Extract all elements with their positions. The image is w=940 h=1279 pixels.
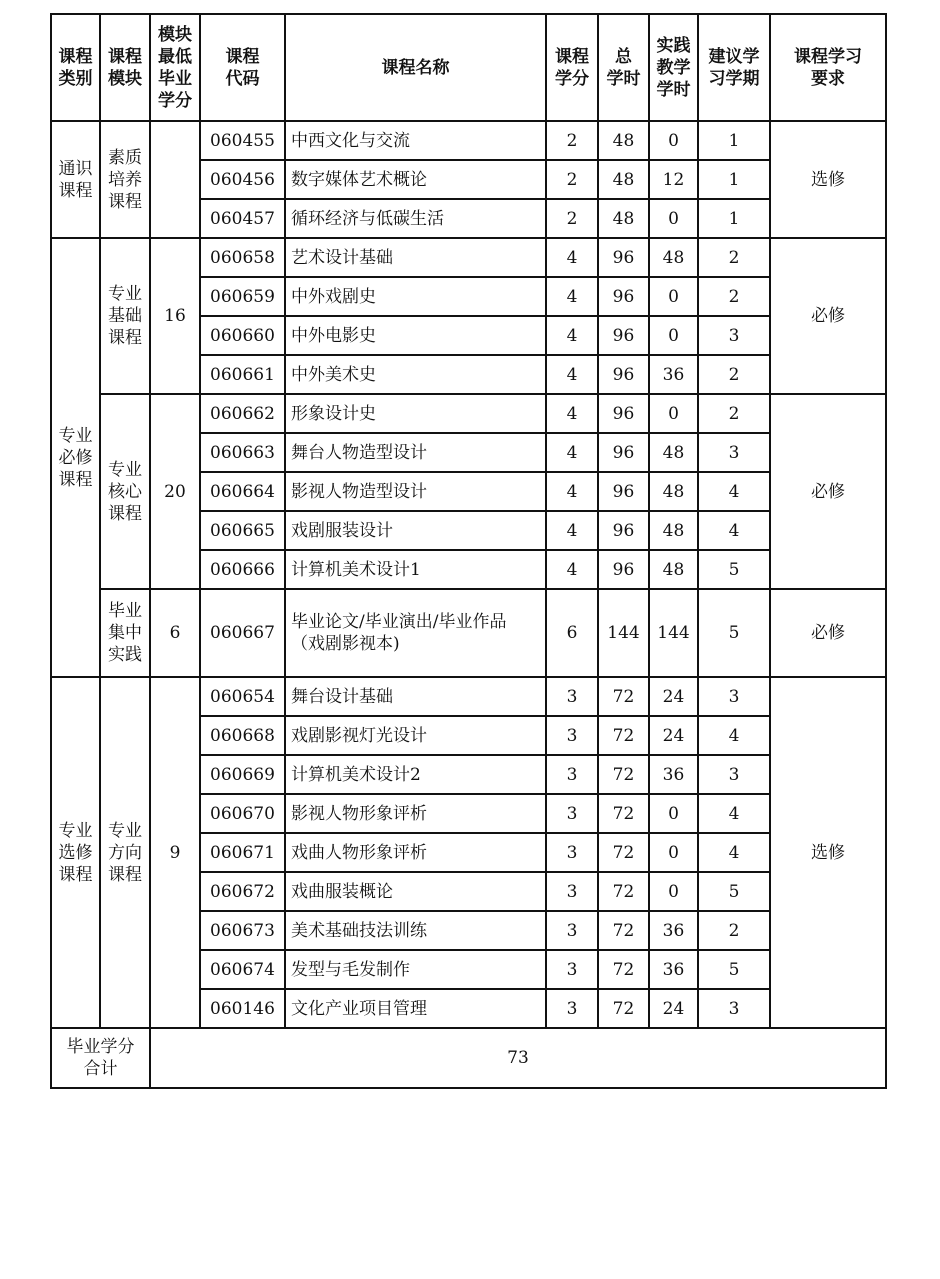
- name-cell: 中外戏剧史: [285, 277, 546, 316]
- min-credits-cell-elective: 9: [150, 677, 200, 1028]
- credits-cell: 2: [546, 121, 598, 160]
- term-cell: 2: [698, 277, 770, 316]
- term-cell: 2: [698, 238, 770, 277]
- header-category: 课程类别: [51, 14, 100, 121]
- credits-cell: 4: [546, 433, 598, 472]
- name-cell: 形象设计史: [285, 394, 546, 433]
- name-cell: 舞台人物造型设计: [285, 433, 546, 472]
- credits-cell: 3: [546, 677, 598, 716]
- term-cell: 3: [698, 755, 770, 794]
- name-cell: [285, 589, 546, 677]
- code-cell: 060667: [200, 589, 285, 677]
- name-cell: 戏剧影视灯光设计: [285, 716, 546, 755]
- category-cell-general: 通识课程: [51, 121, 100, 238]
- practice-cell: 48: [649, 550, 698, 589]
- credits-cell: 3: [546, 989, 598, 1028]
- category-cell-required: 专业必修课程: [51, 238, 100, 677]
- code-cell: 060660: [200, 316, 285, 355]
- code-cell: 060663: [200, 433, 285, 472]
- credits-cell: 3: [546, 833, 598, 872]
- practice-cell: 24: [649, 677, 698, 716]
- credits-cell: 4: [546, 550, 598, 589]
- module-cell-general: 素质培养课程: [100, 121, 150, 238]
- requirement-cell-general: 选修: [770, 121, 886, 238]
- total-label-line-1: 毕业学分: [66, 1037, 135, 1057]
- total-label: [51, 1028, 150, 1088]
- table-row: [51, 677, 886, 716]
- credits-cell: 3: [546, 950, 598, 989]
- header-min-credits: 模块最低毕业学分: [150, 14, 200, 121]
- hours-cell: 48: [598, 199, 649, 238]
- practice-cell: 48: [649, 511, 698, 550]
- name-cell: 舞台设计基础: [285, 677, 546, 716]
- credits-cell: 3: [546, 794, 598, 833]
- term-cell: 2: [698, 394, 770, 433]
- requirement-cell-basic: 必修: [770, 238, 886, 394]
- header-total-hours: 总 学时: [598, 14, 649, 121]
- credits-cell: 3: [546, 872, 598, 911]
- practice-cell: 24: [649, 989, 698, 1028]
- code-cell: 060658: [200, 238, 285, 277]
- header-term: 建议学习学期: [698, 14, 770, 121]
- code-cell: 060669: [200, 755, 285, 794]
- name-cell: 艺术设计基础: [285, 238, 546, 277]
- code-cell: 060146: [200, 989, 285, 1028]
- name-cell: 数字媒体艺术概论: [285, 160, 546, 199]
- practice-cell: 24: [649, 716, 698, 755]
- practice-cell: 48: [649, 472, 698, 511]
- code-cell: 060673: [200, 911, 285, 950]
- hours-cell: 96: [598, 316, 649, 355]
- requirement-cell-elective: 选修: [770, 677, 886, 1028]
- code-cell: 060670: [200, 794, 285, 833]
- name-cell: 文化产业项目管理: [285, 989, 546, 1028]
- practice-cell: 36: [649, 950, 698, 989]
- term-cell: 1: [698, 160, 770, 199]
- hours-cell: 96: [598, 394, 649, 433]
- code-cell: 060668: [200, 716, 285, 755]
- name-cell: 发型与毛发制作: [285, 950, 546, 989]
- practice-cell: 12: [649, 160, 698, 199]
- hours-cell: 96: [598, 277, 649, 316]
- credits-cell: 4: [546, 277, 598, 316]
- credits-cell: 4: [546, 472, 598, 511]
- practice-cell: 36: [649, 911, 698, 950]
- hours-cell: 96: [598, 550, 649, 589]
- code-cell: 060661: [200, 355, 285, 394]
- term-cell: 3: [698, 433, 770, 472]
- credits-cell: 4: [546, 394, 598, 433]
- term-cell: 2: [698, 355, 770, 394]
- module-cell-core: 专业核心课程: [100, 394, 150, 589]
- credits-cell: 3: [546, 716, 598, 755]
- code-cell: 060457: [200, 199, 285, 238]
- credits-cell: 2: [546, 199, 598, 238]
- hours-cell: 96: [598, 511, 649, 550]
- table-row: [51, 589, 886, 677]
- credits-cell: 3: [546, 911, 598, 950]
- practice-cell: 48: [649, 433, 698, 472]
- code-cell: 060662: [200, 394, 285, 433]
- hours-cell: 72: [598, 950, 649, 989]
- name-cell: 中西文化与交流: [285, 121, 546, 160]
- practice-cell: 0: [649, 394, 698, 433]
- table-row: [51, 238, 886, 277]
- code-cell: 060666: [200, 550, 285, 589]
- practice-cell: 0: [649, 121, 698, 160]
- credits-cell: 4: [546, 355, 598, 394]
- hours-cell: 72: [598, 794, 649, 833]
- table-row: [51, 394, 886, 433]
- code-cell: 060659: [200, 277, 285, 316]
- hours-cell: 72: [598, 677, 649, 716]
- term-cell: 3: [698, 989, 770, 1028]
- name-cell: 美术基础技法训练: [285, 911, 546, 950]
- category-cell-elective: 专业选修课程: [51, 677, 100, 1028]
- header-practice-hours: 实践教学学时: [649, 14, 698, 121]
- hours-cell: 96: [598, 472, 649, 511]
- practice-cell: 48: [649, 238, 698, 277]
- name-line-2: （戏剧影视本): [291, 634, 400, 654]
- hours-cell: 96: [598, 238, 649, 277]
- hours-cell: 48: [598, 160, 649, 199]
- code-cell: 060654: [200, 677, 285, 716]
- term-cell: 5: [698, 950, 770, 989]
- practice-cell: 36: [649, 755, 698, 794]
- hours-cell: 72: [598, 716, 649, 755]
- code-cell: 060665: [200, 511, 285, 550]
- name-cell: 中外美术史: [285, 355, 546, 394]
- hours-cell: 72: [598, 872, 649, 911]
- total-value: 73: [150, 1028, 886, 1088]
- header-name: 课程名称: [285, 14, 546, 121]
- code-cell: 060456: [200, 160, 285, 199]
- name-cell: 戏曲服装概论: [285, 872, 546, 911]
- practice-cell: 0: [649, 316, 698, 355]
- code-cell: 060671: [200, 833, 285, 872]
- code-cell: 060664: [200, 472, 285, 511]
- credits-cell: 6: [546, 589, 598, 677]
- curriculum-table: [50, 13, 887, 1089]
- credits-cell: 4: [546, 316, 598, 355]
- code-cell: 060672: [200, 872, 285, 911]
- practice-cell: 144: [649, 589, 698, 677]
- total-row: [51, 1028, 886, 1088]
- practice-cell: 0: [649, 833, 698, 872]
- term-cell: 5: [698, 550, 770, 589]
- hours-cell: 72: [598, 755, 649, 794]
- term-cell: 1: [698, 199, 770, 238]
- name-cell: 戏剧服装设计: [285, 511, 546, 550]
- practice-cell: 36: [649, 355, 698, 394]
- term-cell: 4: [698, 833, 770, 872]
- min-credits-cell-general: [150, 121, 200, 238]
- term-cell: 5: [698, 589, 770, 677]
- term-cell: 3: [698, 316, 770, 355]
- code-cell: 060674: [200, 950, 285, 989]
- header-credits: 课程学分: [546, 14, 598, 121]
- term-cell: 4: [698, 716, 770, 755]
- credits-cell: 2: [546, 160, 598, 199]
- name-line-1: 毕业论文/毕业演出/毕业作品: [291, 612, 507, 632]
- name-cell: 影视人物形象评析: [285, 794, 546, 833]
- hours-cell: 144: [598, 589, 649, 677]
- term-cell: 3: [698, 677, 770, 716]
- name-cell: 计算机美术设计1: [285, 550, 546, 589]
- practice-cell: 0: [649, 199, 698, 238]
- hours-cell: 96: [598, 355, 649, 394]
- header-module: 课程模块: [100, 14, 150, 121]
- name-cell: 中外电影史: [285, 316, 546, 355]
- term-cell: 4: [698, 511, 770, 550]
- term-cell: 2: [698, 911, 770, 950]
- min-credits-cell-practice: 6: [150, 589, 200, 677]
- min-credits-cell-core: 20: [150, 394, 200, 589]
- credits-cell: 4: [546, 511, 598, 550]
- module-cell-practice: 毕业集中实践: [100, 589, 150, 677]
- name-cell: 影视人物造型设计: [285, 472, 546, 511]
- total-label-line-2: 合计: [83, 1059, 118, 1079]
- table-row: [51, 121, 886, 160]
- practice-cell: 0: [649, 277, 698, 316]
- hours-cell: 72: [598, 989, 649, 1028]
- term-cell: 5: [698, 872, 770, 911]
- requirement-cell-practice: 必修: [770, 589, 886, 677]
- header-row: [51, 14, 886, 121]
- code-cell: 060455: [200, 121, 285, 160]
- header-code: 课程代码: [200, 14, 285, 121]
- hours-cell: 72: [598, 833, 649, 872]
- hours-cell: 96: [598, 433, 649, 472]
- term-cell: 4: [698, 472, 770, 511]
- name-cell: 计算机美术设计2: [285, 755, 546, 794]
- credits-cell: 3: [546, 755, 598, 794]
- term-cell: 4: [698, 794, 770, 833]
- hours-cell: 48: [598, 121, 649, 160]
- name-cell: 戏曲人物形象评析: [285, 833, 546, 872]
- term-cell: 1: [698, 121, 770, 160]
- min-credits-cell-basic: 16: [150, 238, 200, 394]
- module-cell-elective: 专业方向课程: [100, 677, 150, 1028]
- name-cell: 循环经济与低碳生活: [285, 199, 546, 238]
- requirement-cell-core: 必修: [770, 394, 886, 589]
- module-cell-basic: 专业基础课程: [100, 238, 150, 394]
- hours-cell: 72: [598, 911, 649, 950]
- header-requirement: 课程学习要求: [770, 14, 886, 121]
- credits-cell: 4: [546, 238, 598, 277]
- practice-cell: 0: [649, 872, 698, 911]
- practice-cell: 0: [649, 794, 698, 833]
